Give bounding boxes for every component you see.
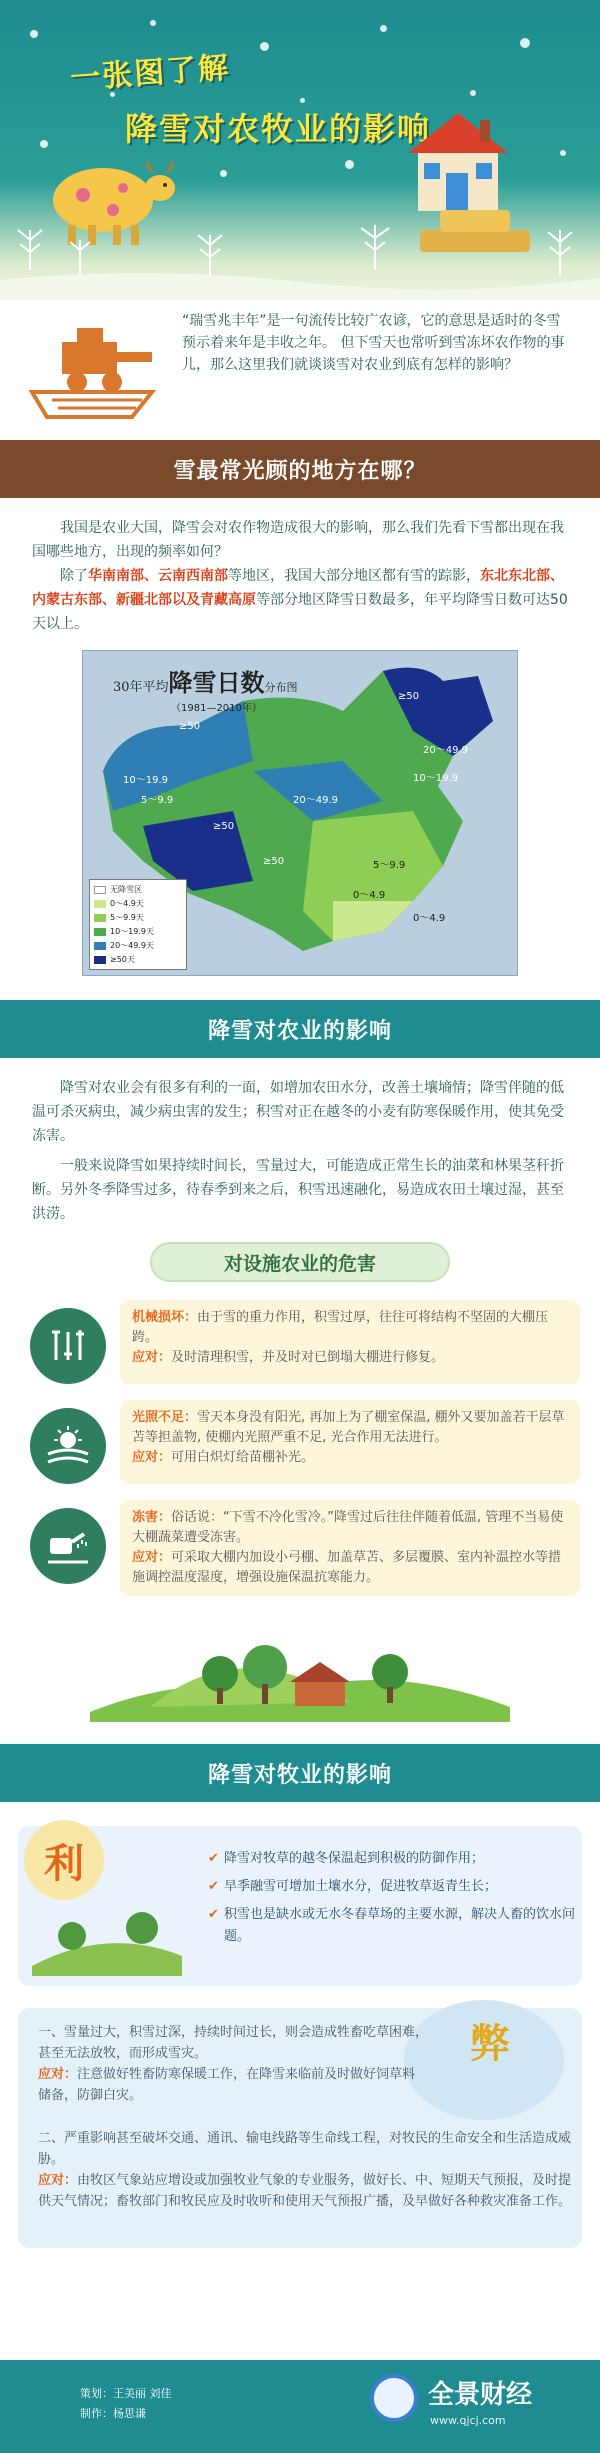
map-label: ≥50 bbox=[179, 721, 201, 732]
hero-header bbox=[0, 0, 600, 300]
harm-box bbox=[120, 1400, 580, 1484]
map-label: ≥50 bbox=[398, 691, 420, 702]
benefit-item: ✔ 降雪对牧草的越冬保温起到积极的防御作用； bbox=[208, 1848, 578, 1870]
harm-label: 光照不足： bbox=[132, 1410, 198, 1425]
response-label: 应对： bbox=[38, 2067, 78, 2082]
harm-box bbox=[120, 1500, 580, 1596]
map-title-suffix: 分布图 bbox=[264, 681, 298, 694]
response-label: 应对： bbox=[132, 1450, 172, 1465]
response-text: 可用白炽灯给苗棚补光。 bbox=[171, 1450, 315, 1465]
main-title: 降雪对农牧业的影响 bbox=[125, 110, 432, 148]
credit-label: 制作： bbox=[80, 2407, 113, 2420]
sun-field-icon bbox=[30, 1408, 106, 1484]
harm-text: 由于雪的重力作用，积雪过厚，往往可将结构不坚固的大棚压跨。 bbox=[132, 1310, 549, 1345]
section2-para1: 降雪对农业会有很多有利的一面，如增加农田水分，改善土壤墒情；降雪伴随的低温可杀灭病虫，减少病虫害的发生；积雪对正在越冬的小麦有防寒保暖作用，使其免受冻害。 bbox=[32, 1080, 564, 1144]
credit-planner bbox=[80, 2384, 172, 2404]
farm-landscape-illustration bbox=[90, 1612, 510, 1722]
section2-body bbox=[0, 1058, 600, 1238]
harm-text: 雪天本身没有阳光, 再加上为了棚室保温, 棚外又要加盖若干层草苫等担盖物, 使棚内光照严重不足, 光合作用无法进行。 bbox=[132, 1410, 565, 1445]
legend-label: 10～19.9天 bbox=[110, 927, 154, 936]
map-label: 20～49.9 bbox=[293, 795, 338, 806]
map-label: 20～49.9 bbox=[423, 745, 468, 756]
map-label: 0～4.9 bbox=[413, 913, 446, 924]
highlight-text: 东北东北部、内蒙古东部、新疆北部以及青藏高原 bbox=[32, 568, 564, 608]
benefit-list bbox=[208, 1848, 578, 1954]
harm-text: 俗话说：“下雪不冷化雪冷。”降雪过后往往伴随着低温, 管理不当易使大棚蔬菜遭受冻害。 bbox=[132, 1510, 564, 1545]
credits bbox=[80, 2384, 172, 2424]
harm-item-frost bbox=[30, 1500, 580, 1596]
para-text: 等地区，我国大部分地区都有雪的踪影， bbox=[228, 568, 480, 584]
map-label: 10～19.9 bbox=[413, 773, 458, 784]
response-text: 可采取大棚内加设小弓棚、加盖草苫、多层覆膜、室内补温控水等措施调控温度湿度，增强设施保温抗寒能力。 bbox=[132, 1550, 562, 1585]
section-banner-snow-regions bbox=[0, 440, 600, 498]
harm-label: 机械损坏： bbox=[132, 1310, 198, 1325]
kicker-title: 一张图了解 bbox=[69, 50, 232, 97]
legend-item bbox=[94, 884, 182, 895]
legend-item bbox=[94, 898, 182, 909]
response-text: 注意做好牲畜防寒保暖工作，在降雪来临前及时做好饲草料储备，防御白灾。 bbox=[38, 2067, 416, 2103]
para-text: 除了 bbox=[60, 568, 88, 584]
intro-section bbox=[0, 300, 600, 440]
section-banner-livestock bbox=[0, 1744, 600, 1802]
benefit-item: ✔ 早季融雪可增加土壤水分，促进牧草返青生长； bbox=[208, 1876, 578, 1898]
map-label: 0～4.9 bbox=[353, 890, 386, 901]
section1-body bbox=[0, 498, 600, 650]
legend-item bbox=[94, 940, 182, 951]
section-title: 雪最常光顾的地方在哪？ bbox=[173, 458, 427, 484]
drawback-2 bbox=[38, 2128, 578, 2212]
watering-icon bbox=[30, 1508, 106, 1584]
benefit-char: 利 bbox=[24, 1820, 104, 1900]
harm-label: 冻害： bbox=[132, 1510, 172, 1525]
map-label: 10～19.9 bbox=[123, 775, 168, 786]
drawback-char: 弊 bbox=[470, 2021, 510, 2067]
legend-label: 无降雪区 bbox=[110, 885, 142, 894]
drawback-box bbox=[18, 2008, 582, 2248]
legend-item bbox=[94, 926, 182, 937]
legend-item bbox=[94, 912, 182, 923]
brand-logo-icon bbox=[370, 2374, 418, 2422]
credit-value: 王美丽 刘佳 bbox=[113, 2387, 172, 2400]
benefit-box bbox=[18, 1826, 582, 1986]
response-text: 由牧区气象站应增设或加强牧业气象的专业服务，做好长、中、短期天气预报，及时提供天气情况；畜牧部门和牧民应及时收听和使用天气预报广播，及早做好各种救灾准备工作。 bbox=[38, 2173, 572, 2209]
para-text: 等部分地区降雪日数最多，年平均降雪日数可达50天以上。 bbox=[32, 592, 568, 632]
map-label: ≥50 bbox=[213, 821, 235, 832]
benefit-item: ✔ 积雪也是缺水或无水冬春草场的主要水源，解决人畜的饮水问题。 bbox=[208, 1904, 578, 1948]
map-title-prefix: 30年平均 bbox=[113, 680, 169, 695]
credit-maker bbox=[80, 2404, 172, 2424]
credit-value: 杨思谦 bbox=[113, 2407, 146, 2420]
response-label: 应对： bbox=[132, 1550, 172, 1565]
section-title: 降雪对牧业的影响 bbox=[207, 1762, 392, 1788]
section1-para2 bbox=[32, 564, 568, 636]
harvester-icon bbox=[22, 322, 162, 422]
map-legend bbox=[89, 879, 187, 970]
highlight-text: 华南南部、云南西南部 bbox=[88, 568, 228, 584]
snowy-ground-illustration bbox=[0, 200, 600, 300]
snow-days-map bbox=[82, 650, 518, 976]
section1-para1: 我国是农业大国，降雪会对农作物造成很大的影响，那么我们先看下雪都出现在我国哪些地方，出现的频率如何？ bbox=[32, 520, 564, 560]
response-label: 应对： bbox=[132, 1350, 172, 1365]
brand-url: www.qjcj.com bbox=[430, 2414, 506, 2427]
drawback-1 bbox=[38, 2022, 428, 2106]
footer bbox=[0, 2360, 600, 2453]
harm-box bbox=[120, 1300, 580, 1384]
section2-para2: 一般来说降雪如果持续时间长，雪量过大，可能造成正常生长的油菜和林果茎秆折断。另外冬季降雪过多，待春季到来之后，积雪迅速融化，易造成农田土壤过湿，甚至洪涝。 bbox=[32, 1158, 564, 1222]
response-text: 及时清理积雪，并及时对已倒塌大棚进行修复。 bbox=[171, 1350, 445, 1365]
map-label: 5～9.9 bbox=[373, 860, 406, 871]
map-title-main: 降雪日数 bbox=[168, 668, 265, 697]
legend-label: 20～49.9天 bbox=[110, 941, 154, 950]
legend-item bbox=[94, 954, 182, 965]
intro-paragraph: “瑞雪兆丰年”是一句流传比较广农谚，它的意思是适时的冬雪预示着来年是丰收之年。 但下雪天也常听到雪冻坏农作物的事儿，那么这里我们就谈谈雪对农业到底有怎样的影响？ bbox=[182, 313, 565, 373]
harm-item-mechanical bbox=[30, 1300, 580, 1384]
map-label: ≥50 bbox=[263, 856, 285, 867]
credit-label: 策划： bbox=[80, 2387, 113, 2400]
legend-label: 5～9.9天 bbox=[110, 913, 144, 922]
map-label: 5～9.9 bbox=[141, 795, 174, 806]
drawback-text: 二、严重影响甚至破坏交通、通讯、输电线路等生命线工程，对牧民的生命安全和生活造成威胁。 bbox=[38, 2131, 572, 2167]
harm-item-light bbox=[30, 1400, 580, 1484]
legend-label: 0～4.9天 bbox=[110, 899, 144, 908]
tools-icon bbox=[30, 1308, 106, 1384]
legend-label: ≥50天 bbox=[110, 955, 135, 964]
map-period: （1981—2010年） bbox=[171, 703, 262, 714]
drawback-text: 一、雪量过大，积雪过深，持续时间过长，则会造成牲畜吃草困难，甚至无法放牧，而形成雪灾。 bbox=[38, 2025, 429, 2061]
section-banner-agriculture bbox=[0, 1000, 600, 1058]
section-title: 降雪对农业的影响 bbox=[207, 1018, 392, 1044]
pasture-icon bbox=[32, 1896, 182, 1976]
brand-name: 全景财经 bbox=[428, 2380, 533, 2410]
facility-harm-pill: 对设施农业的危害 bbox=[150, 1242, 450, 1282]
map-title bbox=[113, 663, 298, 698]
response-label: 应对： bbox=[38, 2173, 78, 2188]
